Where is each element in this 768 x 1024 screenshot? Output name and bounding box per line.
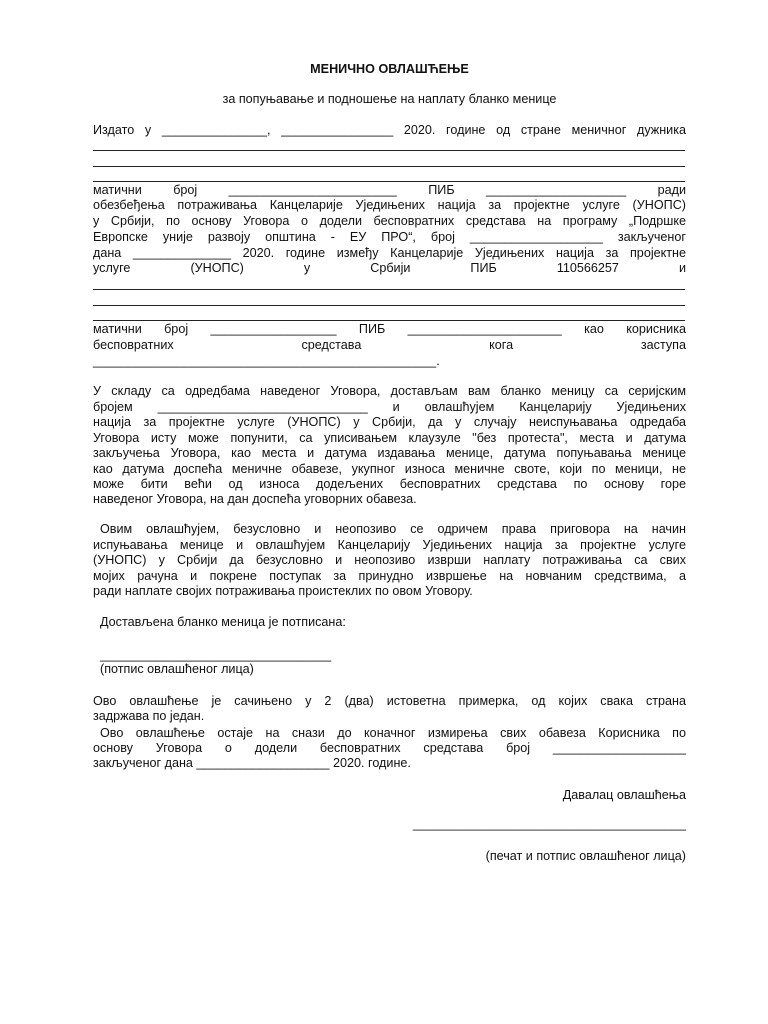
p3-line-5: ради наплате својих потраживања проистеклих по овом Уговору. bbox=[93, 584, 473, 598]
p1-line-6: обезбеђења потраживања Канцеларије Уједињених нација за пројектне услуге (УНОПС) bbox=[93, 198, 686, 212]
p2-line-7: може бити већи од износа додељених бесповратних средстава по основу горе bbox=[93, 477, 686, 491]
p1-line-15: бесповратних средстава кога заступа bbox=[93, 338, 686, 352]
document-subtitle: за попуњавање и подношење на наплату бланко менице bbox=[222, 92, 557, 106]
p2-line-8: наведеног Уговора, на дан доспећа уговорних обавеза. bbox=[93, 492, 417, 506]
p2-line-5: закључења Уговора, као места и датума издавања менице, датума попуњавања менице bbox=[93, 446, 686, 460]
p5-line-1: Ово овлашћење остаје на снази до коначног измирења свих обавеза Корисника по bbox=[100, 726, 686, 740]
p2-line-2: бројем ______________________________ и овлашћујем Канцеларију Уједињених bbox=[93, 400, 686, 414]
delivered-statement: Достављена бланко меница је потписана: bbox=[100, 615, 346, 629]
blank-line bbox=[93, 289, 685, 290]
p5-line-2: основу Уговора о додели бесповратних средстава број ___________________ bbox=[93, 741, 686, 755]
p1-line-5: матични број ________________________ ПИБ ____________________ ради bbox=[93, 183, 686, 197]
p2-line-4: Уговора исту може попунити, са уписивањем клаузуле "без протеста", места и датума bbox=[93, 431, 686, 445]
p3-line-1: Овим овлашћујем, безусловно и неопозиво се одричем права приговора на начин bbox=[100, 522, 686, 536]
p1-line-9: дана ______________ 2020. године између Канцеларије Уједињених нација за пројектне bbox=[93, 246, 686, 260]
p3-line-3: (УНОПС) у Србији да безусловно и неопозиво изврши наплату потраживања са свих bbox=[93, 553, 686, 567]
grantor-signature-line: _______________________________________ bbox=[412, 817, 686, 831]
p2-line-3: нација за пројектне услуге (УНОПС) у Србији, да у случају неиспуњавања одредаба bbox=[93, 415, 686, 429]
p2-line-6: као датума доспећа меничне обавезе, укупног износа меничне своте, који по меници, не bbox=[93, 462, 686, 476]
p1-line-10: услуге (УНОПС) у Србији ПИБ 110566257 и bbox=[93, 261, 686, 275]
p5-line-3: закљученог дана ___________________ 2020. године. bbox=[93, 756, 411, 770]
p3-line-4: мојих рачуна и покрене поступак за принудно извршење на новчаним средствима, а bbox=[93, 569, 686, 583]
blank-line bbox=[93, 320, 685, 321]
blank-line bbox=[93, 166, 685, 167]
blank-line bbox=[93, 305, 685, 306]
grantor-label: Давалац овлашћења bbox=[562, 788, 686, 802]
p1-line-7: у Србији, по основу Уговора о додели бесповратних средстава на програму „Подршке bbox=[93, 214, 686, 228]
signature-line: _________________________________ bbox=[100, 648, 332, 662]
signature-caption: (потпис овлашћеног лица) bbox=[100, 662, 254, 676]
p4-line-2: задржава по један. bbox=[93, 709, 205, 723]
p1-line-1: Издато у _______________, ________________ 2020. године од стране меничног дужника bbox=[93, 123, 686, 137]
p2-line-1: У складу са одредбама наведеног Уговора, достављам вам бланко меницу са серијским bbox=[93, 384, 686, 398]
p4-line-1: Ово овлашћење је сачињено у 2 (два) истоветна примерка, од којих свака страна bbox=[93, 694, 686, 708]
blank-line bbox=[93, 181, 685, 182]
p1-line-16: _________________________________________________. bbox=[93, 354, 440, 368]
p1-line-14: матични број __________________ ПИБ ______________________ као корисника bbox=[93, 322, 686, 336]
grantor-caption: (печат и потпис овлашћеног лица) bbox=[485, 849, 686, 863]
p1-line-8: Европске уније развоју општина - ЕУ ПРО“, број ___________________ закљученог bbox=[93, 230, 686, 244]
blank-line bbox=[93, 150, 685, 151]
p3-line-2: испуњавања менице и овлашћујем Канцеларију Уједињених нација за пројектне услуге bbox=[93, 538, 686, 552]
document-title: МЕНИЧНО ОВЛАШЋЕЊЕ bbox=[310, 62, 469, 76]
